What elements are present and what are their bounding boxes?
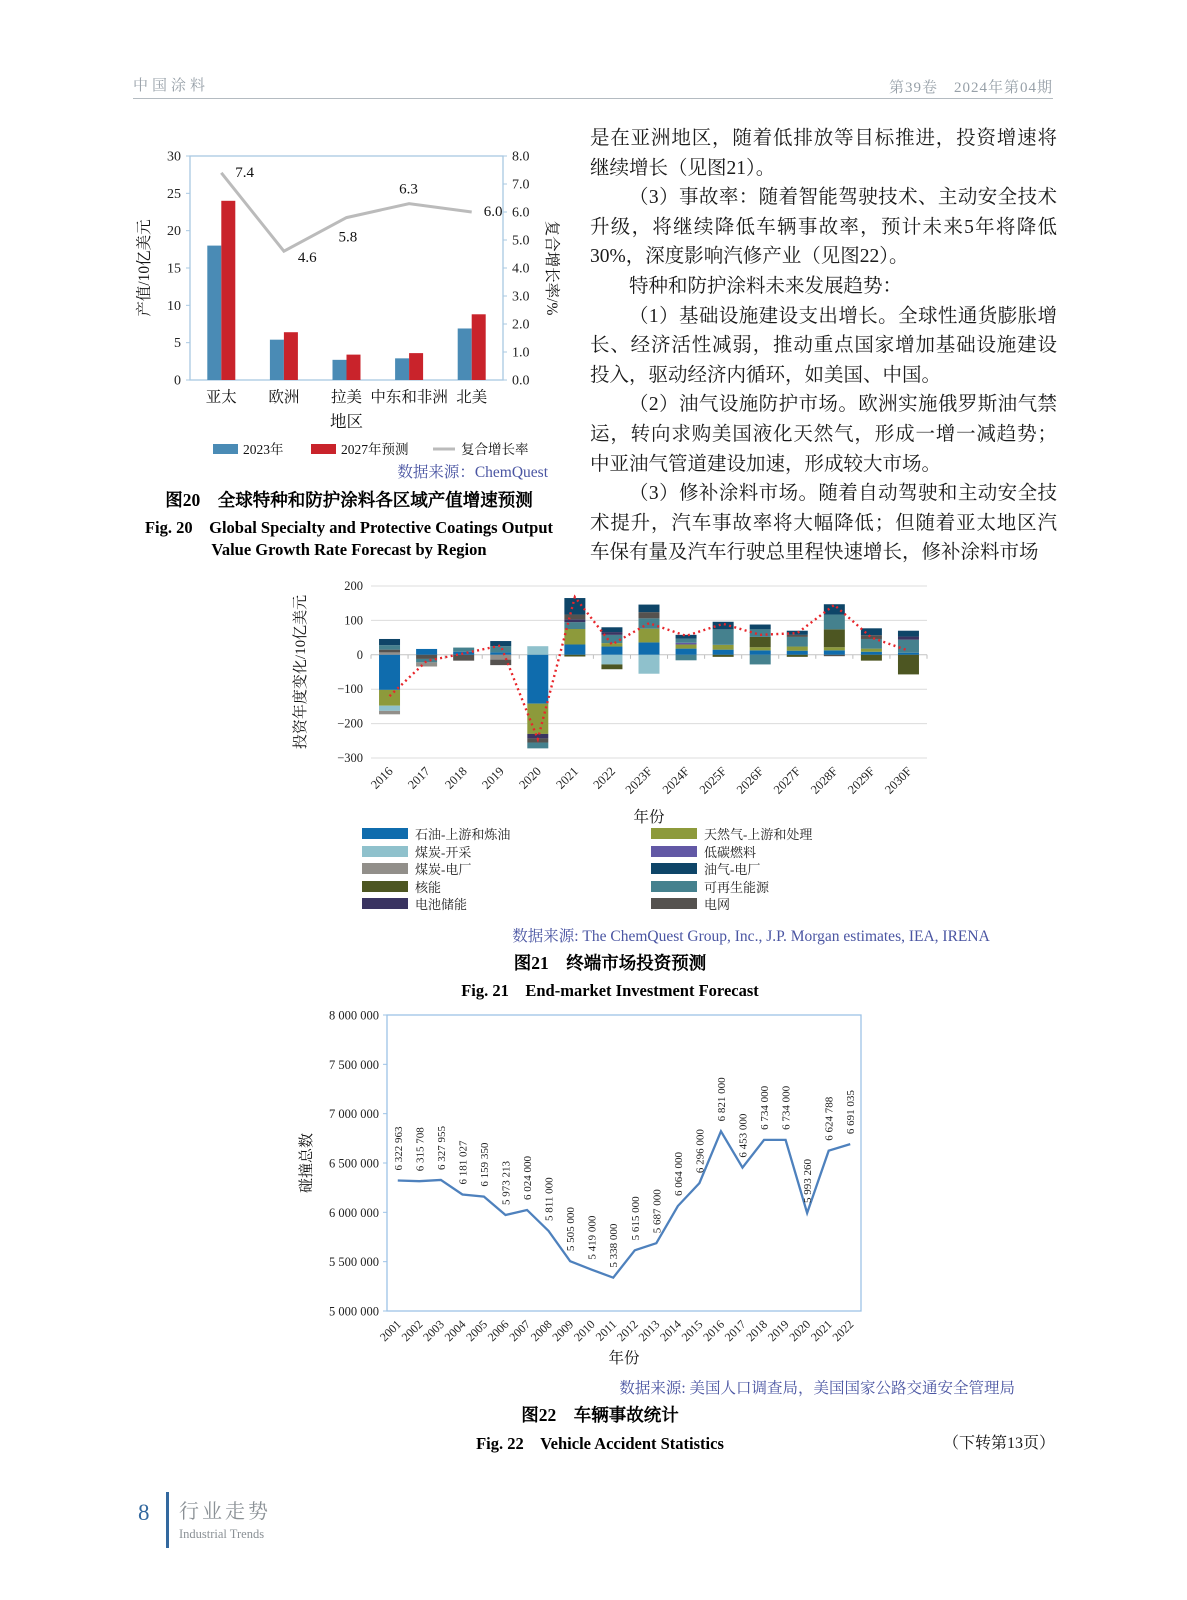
svg-text:2007: 2007 <box>506 1317 534 1345</box>
footer-section-cn: 行业走势 <box>179 1501 271 1523</box>
svg-text:5 973 213: 5 973 213 <box>500 1160 513 1205</box>
svg-text:5 000 000: 5 000 000 <box>329 1304 379 1319</box>
svg-text:6 000 000: 6 000 000 <box>329 1205 379 1220</box>
legend-item <box>651 897 940 910</box>
footer-page-number: 8 <box>138 1500 150 1525</box>
legend-swatch <box>651 863 697 874</box>
svg-text:7 500 000: 7 500 000 <box>329 1057 379 1072</box>
svg-text:30: 30 <box>167 149 181 165</box>
svg-text:8 000 000: 8 000 000 <box>329 1008 379 1023</box>
legend-label: 电网 <box>704 897 731 912</box>
svg-text:10: 10 <box>167 298 181 314</box>
legend-item <box>362 862 651 875</box>
svg-text:2018: 2018 <box>442 764 470 792</box>
svg-text:2005: 2005 <box>463 1317 491 1345</box>
svg-text:2028F: 2028F <box>807 764 841 797</box>
svg-text:碰撞总数: 碰撞总数 <box>299 1132 315 1194</box>
svg-text:5 615 000: 5 615 000 <box>629 1196 642 1241</box>
svg-text:年份: 年份 <box>633 809 665 826</box>
svg-text:4.6: 4.6 <box>297 250 317 267</box>
fig21-caption-en: Fig. 21 End-market Investment Forecast <box>461 981 759 1000</box>
legend-label: 可再生能源 <box>704 879 770 895</box>
legend-item <box>362 880 651 893</box>
svg-text:2030F: 2030F <box>882 764 915 797</box>
svg-text:2025F: 2025F <box>696 764 730 797</box>
svg-text:6 064 000: 6 064 000 <box>672 1152 685 1197</box>
fig20-caption-cn: 图20 全球特种和防护涂料各区域产值增速预测 <box>165 490 533 510</box>
legend-item <box>362 845 651 858</box>
svg-text:2014: 2014 <box>657 1317 684 1345</box>
svg-text:5 687 000: 5 687 000 <box>651 1189 664 1234</box>
legend-label: 电池储能 <box>415 897 468 912</box>
fig21-caption-cn: 图21 终端市场投资预测 <box>513 953 707 973</box>
legend-item <box>651 827 940 840</box>
svg-text:5: 5 <box>174 336 181 352</box>
svg-text:2011: 2011 <box>592 1317 620 1344</box>
fig22-source: 数据来源: 美国人口调查局，美国国家公路交通安全管理局 <box>619 1380 1015 1397</box>
svg-text:复合增长率: 复合增长率 <box>461 442 529 457</box>
fig22-caption-cn: 图22 车辆事故统计 <box>521 1405 679 1425</box>
svg-text:5 811 000: 5 811 000 <box>543 1177 556 1221</box>
svg-text:中东和非洲: 中东和非洲 <box>370 389 448 406</box>
svg-text:0.0: 0.0 <box>512 373 530 389</box>
legend-swatch <box>362 846 408 857</box>
body-paragraph: 特种和防护涂料未来发展趋势： <box>629 275 903 297</box>
svg-text:6 500 000: 6 500 000 <box>329 1156 379 1171</box>
legend-label: 石油-上游和炼油 <box>415 827 511 842</box>
svg-text:拉美: 拉美 <box>330 389 363 406</box>
legend-swatch <box>362 881 408 892</box>
svg-text:2020: 2020 <box>516 764 544 792</box>
svg-text:2021: 2021 <box>807 1317 835 1345</box>
header-journal-name: 中国涂料 <box>133 78 210 94</box>
fig20-caption-en: Value Growth Rate Forecast by Region <box>211 540 487 559</box>
svg-text:6 024 000: 6 024 000 <box>522 1155 535 1200</box>
svg-text:6 821 000: 6 821 000 <box>715 1077 728 1122</box>
legend-item <box>362 827 651 840</box>
svg-text:亚太: 亚太 <box>205 389 237 406</box>
svg-text:2023年: 2023年 <box>243 442 284 457</box>
svg-text:6 296 000: 6 296 000 <box>694 1129 707 1174</box>
svg-text:5.0: 5.0 <box>512 233 530 249</box>
fig20-chart <box>133 140 563 470</box>
svg-text:2026F: 2026F <box>733 764 767 797</box>
svg-text:欧洲: 欧洲 <box>268 389 300 406</box>
legend-label: 煤炭-电厂 <box>415 862 472 877</box>
svg-text:北美: 北美 <box>456 389 488 406</box>
legend-swatch <box>362 898 408 909</box>
svg-text:0: 0 <box>174 373 181 389</box>
svg-text:2008: 2008 <box>527 1317 555 1345</box>
svg-text:100: 100 <box>344 613 363 628</box>
svg-text:复合增长率/%: 复合增长率/% <box>543 220 560 316</box>
legend-label: 煤炭-开采 <box>415 844 472 860</box>
svg-text:6 327 955: 6 327 955 <box>435 1125 448 1170</box>
svg-text:2.0: 2.0 <box>512 317 530 333</box>
svg-text:5.8: 5.8 <box>338 229 358 246</box>
legend-item <box>362 897 651 910</box>
footer-divider <box>166 1492 169 1548</box>
svg-text:5 338 000: 5 338 000 <box>608 1223 621 1268</box>
fig21-legend-column-right <box>651 827 940 915</box>
svg-text:0: 0 <box>356 647 363 662</box>
header-rule <box>133 98 1053 99</box>
svg-text:地区: 地区 <box>330 412 363 431</box>
svg-text:3.0: 3.0 <box>512 289 530 305</box>
body-paragraph: （3）修补涂料市场。随着自动驾驶和主动安全技术提升，汽车事故率将大幅降低；但随着亚太地区汽车保有量及汽车行驶总里程快速增长，修补涂料市场 <box>590 483 1057 564</box>
svg-text:25: 25 <box>167 186 181 202</box>
legend-swatch <box>362 828 408 839</box>
svg-text:7.0: 7.0 <box>512 177 530 193</box>
svg-text:7 000 000: 7 000 000 <box>329 1107 379 1122</box>
legend-label: 核能 <box>415 879 442 895</box>
svg-text:2024F: 2024F <box>659 764 693 797</box>
continuation-note: （下转第13页） <box>942 1435 1055 1452</box>
svg-text:7.4: 7.4 <box>235 164 255 181</box>
svg-text:2016: 2016 <box>368 764 396 792</box>
fig21-source: 数据来源: The ChemQuest Group, Inc., J.P. Morgan estimates, IEA, IRENA <box>512 928 990 945</box>
svg-text:2029F: 2029F <box>845 764 878 797</box>
svg-text:6 624 788: 6 624 788 <box>823 1096 836 1141</box>
svg-text:2006: 2006 <box>484 1317 512 1345</box>
legend-item <box>651 880 940 893</box>
body-text-column <box>590 124 1057 568</box>
svg-text:−100: −100 <box>337 682 363 697</box>
svg-text:2013: 2013 <box>635 1317 663 1345</box>
svg-text:2018: 2018 <box>743 1317 771 1345</box>
svg-text:2010: 2010 <box>570 1317 598 1345</box>
svg-text:2022: 2022 <box>590 764 619 792</box>
svg-text:5 500 000: 5 500 000 <box>329 1255 379 1270</box>
svg-text:6 691 035: 6 691 035 <box>845 1090 858 1135</box>
body-paragraph: （2）油气设施防护市场。欧洲实施俄罗斯油气禁运，转向求购美国液化天然气，形成一增一减趋势；中亚油气管道建设加速，形成较大市场。 <box>590 394 1057 475</box>
legend-swatch <box>651 898 697 909</box>
svg-text:2021: 2021 <box>553 764 581 792</box>
svg-text:6 734 000: 6 734 000 <box>780 1085 793 1130</box>
svg-text:6 322 963: 6 322 963 <box>392 1126 405 1171</box>
fig22-chart <box>295 1003 885 1373</box>
svg-text:2022: 2022 <box>829 1317 857 1345</box>
legend-swatch <box>651 846 697 857</box>
svg-text:2027年预测: 2027年预测 <box>341 442 409 457</box>
svg-text:2004: 2004 <box>441 1317 469 1345</box>
body-paragraph: （1）基础设施建设支出增长。全球性通货膨胀增长、经济活性减弱，推动重点国家增加基础设施建设投入，驱动经济内循环，如美国、中国。 <box>590 305 1057 386</box>
legend-label: 天然气-上游和处理 <box>704 827 813 842</box>
svg-text:2002: 2002 <box>398 1317 426 1345</box>
legend-item <box>651 845 940 858</box>
svg-text:15: 15 <box>167 261 181 277</box>
svg-text:6.0: 6.0 <box>512 205 530 221</box>
fig21-legend-column-left <box>362 827 651 915</box>
svg-text:8.0: 8.0 <box>512 149 530 165</box>
svg-text:6 453 000: 6 453 000 <box>737 1113 750 1158</box>
svg-text:2016: 2016 <box>700 1317 728 1345</box>
svg-text:6.3: 6.3 <box>399 181 418 198</box>
svg-text:1.0: 1.0 <box>512 345 530 361</box>
svg-text:6 181 027: 6 181 027 <box>457 1140 470 1185</box>
svg-text:−200: −200 <box>337 716 363 731</box>
svg-text:2009: 2009 <box>549 1317 577 1345</box>
fig21-legend <box>362 827 940 915</box>
svg-text:5 993 260: 5 993 260 <box>802 1158 815 1203</box>
svg-text:2027F: 2027F <box>770 764 804 797</box>
svg-text:投资年度变化/10亿美元: 投资年度变化/10亿美元 <box>293 594 309 750</box>
svg-text:2019: 2019 <box>479 764 507 792</box>
svg-text:2012: 2012 <box>614 1317 641 1345</box>
body-paragraph: 是在亚洲地区，随着低排放等目标推进，投资增速将继续增长（见图21）。 <box>590 128 1057 179</box>
legend-label: 油气-电厂 <box>704 862 761 877</box>
svg-text:200: 200 <box>344 579 363 593</box>
fig22-caption-en: Fig. 22 Vehicle Accident Statistics <box>476 1434 724 1453</box>
svg-text:6 315 708: 6 315 708 <box>414 1127 427 1172</box>
body-paragraph: （3）事故率：随着智能驾驶技术、主动安全技术升级，将继续降低车辆事故率，预计未来5年将降低30%，深度影响汽修产业（见图22）。 <box>590 187 1057 268</box>
fig20-source: 数据来源：ChemQuest <box>397 464 548 481</box>
legend-swatch <box>651 881 697 892</box>
svg-text:6 159 350: 6 159 350 <box>478 1142 491 1187</box>
fig20-caption-en: Fig. 20 Global Specialty and Protective Coatings Output <box>144 518 554 537</box>
svg-text:6.0: 6.0 <box>483 204 503 220</box>
footer-section-en: Industrial Trends <box>179 1527 265 1541</box>
svg-text:2023F: 2023F <box>622 764 656 797</box>
svg-text:−300: −300 <box>337 751 363 765</box>
svg-text:4.0: 4.0 <box>512 261 530 277</box>
svg-text:2015: 2015 <box>678 1317 706 1345</box>
legend-label: 低碳燃料 <box>704 844 757 860</box>
svg-text:6 734 000: 6 734 000 <box>759 1085 772 1130</box>
header-issue-info: 第39卷 2024年第04期 <box>888 80 1053 96</box>
svg-text:2017: 2017 <box>405 764 433 792</box>
svg-text:2020: 2020 <box>786 1317 814 1345</box>
svg-text:2017: 2017 <box>721 1317 749 1345</box>
svg-text:年份: 年份 <box>608 1350 640 1367</box>
svg-text:5 505 000: 5 505 000 <box>565 1207 578 1252</box>
legend-swatch <box>362 863 408 874</box>
legend-swatch <box>651 828 697 839</box>
svg-text:2001: 2001 <box>377 1317 404 1345</box>
svg-text:产值/10亿美元: 产值/10亿美元 <box>136 219 153 317</box>
svg-text:2019: 2019 <box>764 1317 792 1345</box>
svg-text:2003: 2003 <box>420 1317 447 1345</box>
svg-text:20: 20 <box>167 224 181 240</box>
legend-item <box>651 862 940 875</box>
svg-text:5 419 000: 5 419 000 <box>586 1215 599 1260</box>
fig21-chart <box>285 572 940 830</box>
